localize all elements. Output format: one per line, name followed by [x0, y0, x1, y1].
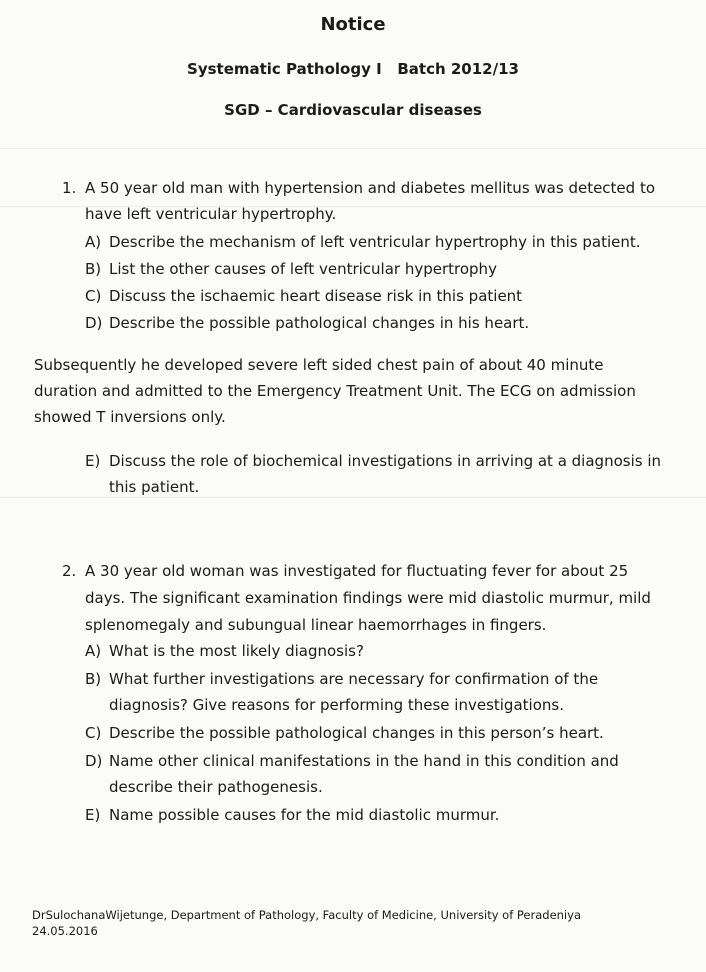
question1-item-d: Describe the possible pathological changes in his heart. [109, 314, 530, 332]
question2-stem-line3: splenomegaly and subungual linear haemorrhages in fingers. [85, 616, 547, 634]
question2-stem-line1: A 30 year old woman was investigated for fluctuating fever for about 25 [85, 562, 629, 580]
question1-stem-line1: A 50 year old man with hypertension and diabetes mellitus was detected to [85, 179, 656, 197]
scan-artifact-line [0, 497, 706, 498]
question2-item-c: Describe the possible pathological changes in this person’s heart. [109, 724, 604, 742]
question2-item-d-line2: describe their pathogenesis. [109, 778, 323, 796]
item-letter: E) [85, 452, 101, 470]
item-letter: C) [85, 287, 102, 305]
question1-item-b: List the other causes of left ventricular hypertrophy [109, 260, 497, 278]
page-title: Notice [320, 14, 386, 35]
item-letter: A) [85, 233, 102, 251]
question1-continuation [34, 352, 684, 430]
scan-artifact-line [0, 148, 706, 149]
question1-item-e-line2: this patient. [109, 478, 200, 496]
question1-item-e-line1: Discuss the role of biochemical investigations in arriving at a diagnosis in [109, 452, 661, 470]
question2-item-b-line1: What further investigations are necessary for confirmation of the [109, 670, 599, 688]
question2-stem-line2: days. The significant examination findings were mid diastolic murmur, mild [85, 589, 651, 607]
question-number: 1. [62, 179, 77, 197]
question1-item-c: Discuss the ischaemic heart disease risk in this patient [109, 287, 523, 305]
question2-item-b-line2: diagnosis? Give reasons for performing these investigations. [109, 696, 564, 714]
question2-item-d-line1: Name other clinical manifestations in the hand in this condition and [109, 752, 619, 770]
question1-item-a: Describe the mechanism of left ventricular hypertrophy in this patient. [109, 233, 641, 251]
footer-date: 24.05.2016 [32, 924, 98, 938]
course-subtitle: Systematic Pathology I Batch 2012/13 [187, 60, 519, 78]
item-letter: C) [85, 724, 102, 742]
question2-item-e: Name possible causes for the mid diastolic murmur. [109, 806, 500, 824]
question2-item-a: What is the most likely diagnosis? [109, 642, 364, 660]
continuation-line: Subsequently he developed severe left sided chest pain of about 40 minute [34, 356, 604, 374]
continuation-line: showed T inversions only. [34, 408, 226, 426]
item-letter: B) [85, 670, 102, 688]
item-letter: E) [85, 806, 101, 824]
question1-stem-line2: have left ventricular hypertrophy. [85, 205, 337, 223]
item-letter: D) [85, 752, 103, 770]
item-letter: B) [85, 260, 102, 278]
footer-author: DrSulochanaWijetunge, Department of Pathology, Faculty of Medicine, University of Peradeniya [32, 908, 581, 922]
item-letter: D) [85, 314, 103, 332]
continuation-line: duration and admitted to the Emergency Treatment Unit. The ECG on admission [34, 382, 636, 400]
topic-heading: SGD – Cardiovascular diseases [224, 101, 482, 119]
item-letter: A) [85, 642, 102, 660]
question-number: 2. [62, 562, 77, 580]
